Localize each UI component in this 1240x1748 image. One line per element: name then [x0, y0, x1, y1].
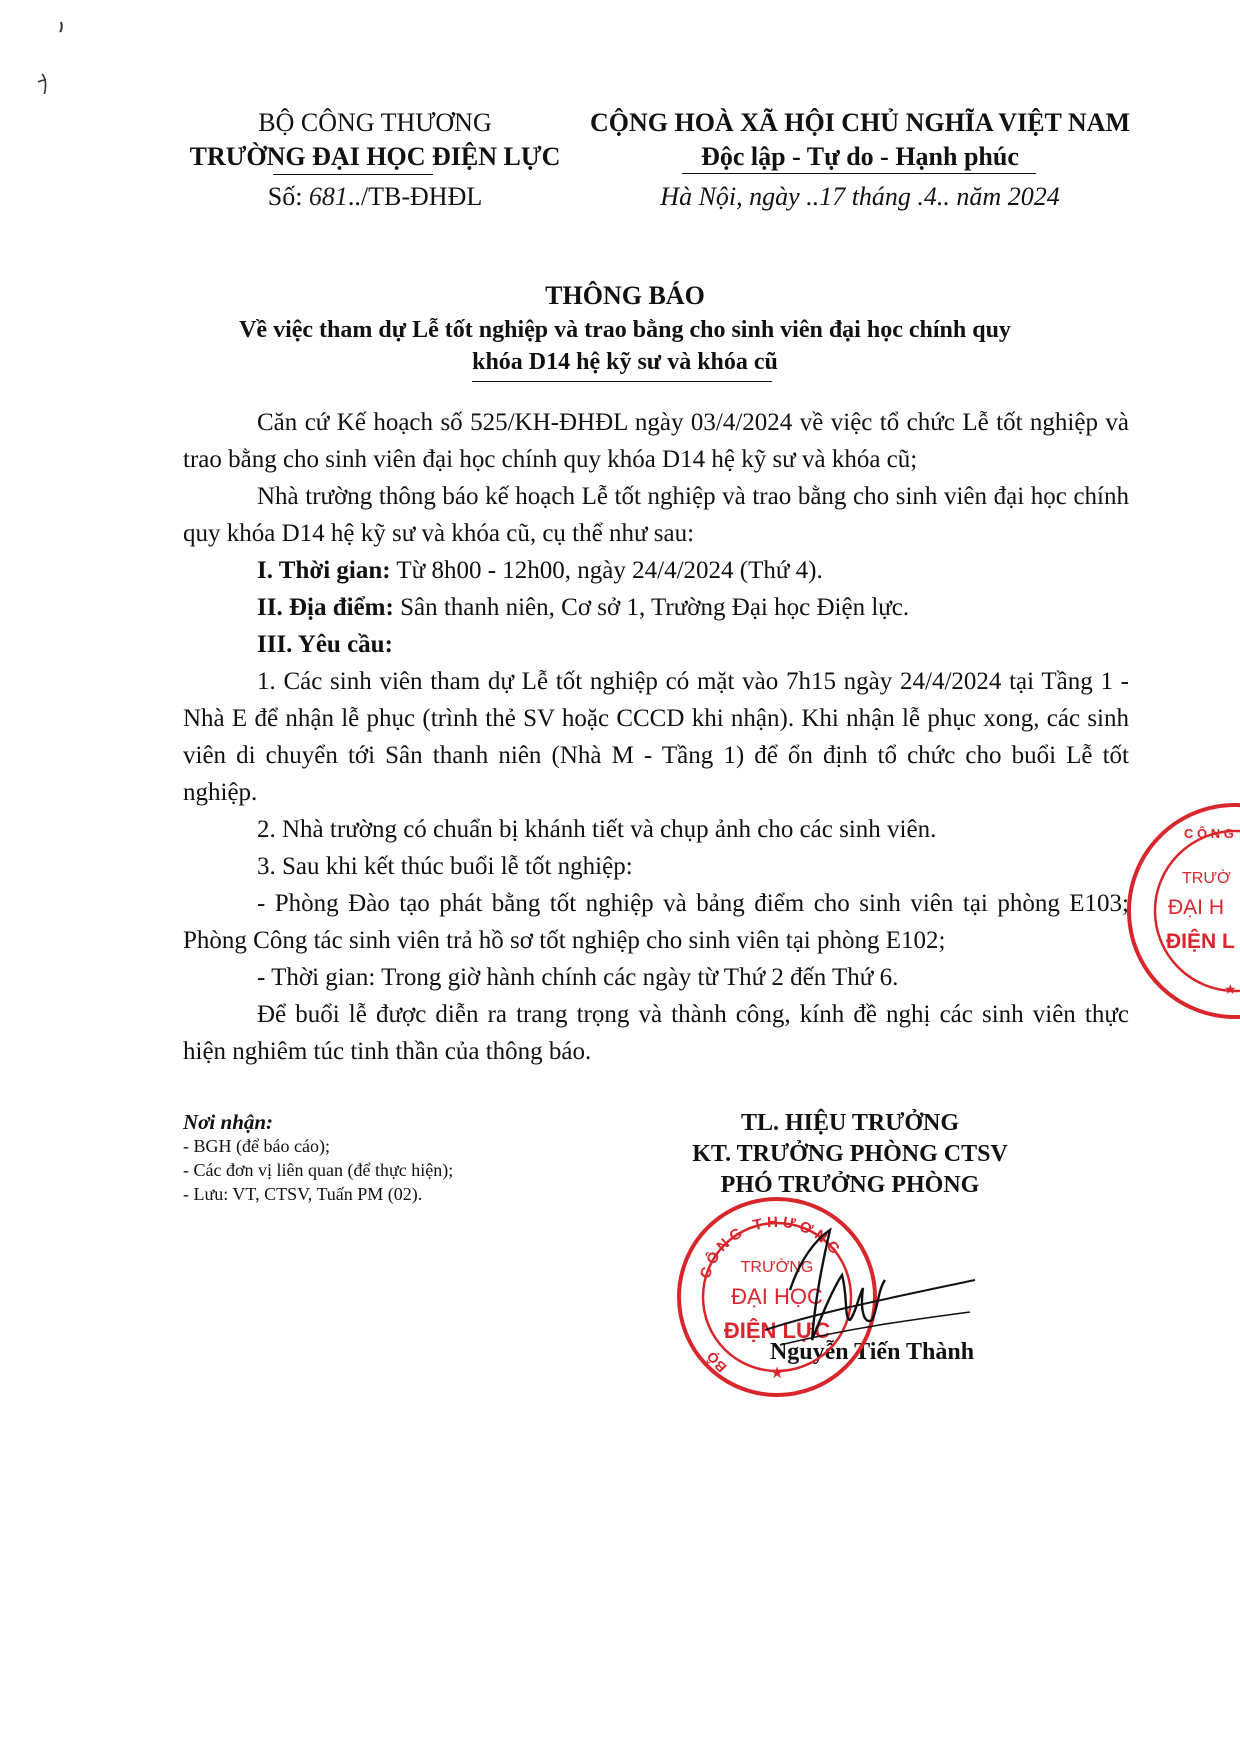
- requirement-3a: - Phòng Đào tạo phát bằng tốt nghiệp và bảng điểm cho sinh viên tại phòng E103; Phòng Công tác sinh viên trả hồ sơ tốt nghiệp cho sinh viên tại phòng E102;: [183, 890, 1129, 954]
- date-line: Hà Nội, ngày ..17 tháng .4.. năm 2024: [660, 182, 1060, 211]
- place-section: [183, 589, 1129, 626]
- seal-line-3: ĐIỆN LỰC: [723, 1318, 831, 1343]
- country-name: CỘNG HOÀ XÃ HỘI CHỦ NGHĨA VIỆT NAM: [589, 108, 1131, 137]
- body-text: [183, 404, 1129, 1070]
- year-text: năm 2024: [956, 182, 1060, 211]
- day-handwritten: 17: [819, 182, 846, 211]
- seal-text-left: BỘ: [703, 1348, 730, 1376]
- header-right: [585, 106, 1135, 214]
- subject-line-2: khóa D14 hệ kỹ sư và khóa cũ: [472, 349, 778, 375]
- recipients-block: [183, 1110, 453, 1206]
- recipients-title: Nơi nhận:: [183, 1110, 274, 1134]
- recipient-item: - Lưu: VT, CTSV, Tuấn PM (02).: [183, 1184, 423, 1204]
- requirement-3: 3. Sau khi kết thúc buổi lễ tốt nghiệp:: [257, 853, 633, 880]
- month-handwritten: 4: [923, 182, 937, 211]
- closing-paragraph: Để buổi lễ được diễn ra trang trọng và thành công, kính đề nghị các sinh viên thực hiện nghiêm túc tinh thần của thông báo.: [183, 1001, 1129, 1065]
- time-section: [183, 552, 1129, 589]
- motto: Độc lập - Tự do - Hạnh phúc: [701, 142, 1019, 171]
- margin-seal-line-1: TRƯỜ: [1182, 870, 1231, 887]
- margin-seal-line-2: ĐẠI H: [1168, 896, 1225, 919]
- recipient-item: - Các đơn vị liên quan (để thực hiện);: [183, 1160, 454, 1180]
- margin-seal-star-icon: ★: [1224, 983, 1237, 998]
- date-prefix: Hà Nội, ngày: [660, 182, 800, 211]
- svg-text:BỘ: [702, 1349, 729, 1376]
- scan-marks: [28, 14, 68, 94]
- number-handwritten: 681: [308, 182, 348, 211]
- time-label: I. Thời gian:: [257, 557, 391, 584]
- header-left-underline: [273, 174, 433, 175]
- signer-name: Nguyễn Tiến Thành: [769, 1339, 975, 1365]
- motto-underline: [682, 173, 1036, 174]
- signature-line-2: KT. TRƯỞNG PHÒNG CTSV: [692, 1141, 1008, 1167]
- paragraph-basis: Căn cứ Kế hoạch số 525/KH-ĐHĐL ngày 03/4/2024 về việc tổ chức Lễ tốt nghiệp và trao bằng cho sinh viên đại học chính quy khóa D14 hệ kỹ sư và khóa cũ;: [183, 409, 1129, 473]
- signature-line-1: TL. HIỆU TRƯỞNG: [740, 1110, 960, 1136]
- seal-line-2: ĐẠI HỌC: [731, 1284, 823, 1309]
- document-number: Số: 681../TB-ĐHĐL: [267, 182, 483, 211]
- seal-line-1: TRƯỜNG: [740, 1259, 814, 1276]
- month-label: tháng: [851, 182, 911, 211]
- margin-seal-line-3: ĐIỆN L: [1166, 930, 1235, 953]
- paragraph-announcement: Nhà trường thông báo kế hoạch Lễ tốt nghiệp và trao bằng cho sinh viên đại học chính quy khóa D14 hệ kỹ sư và khóa cũ, cụ thể như sau:: [183, 483, 1129, 547]
- place-text: Sân thanh niên, Cơ sở 1, Trường Đại học Điện lực.: [400, 594, 910, 621]
- subject-underline: [472, 381, 772, 382]
- header-left: [170, 106, 580, 214]
- subject-line-1: Về việc tham dự Lễ tốt nghiệp và trao bằng cho sinh viên đại học chính quy: [239, 317, 1011, 343]
- ministry-name: BỘ CÔNG THƯƠNG: [258, 108, 492, 137]
- requirement-3b: - Thời gian: Trong giờ hành chính các ngày từ Thứ 2 đến Thứ 6.: [257, 964, 899, 991]
- recipient-item: - BGH (để báo cáo);: [183, 1136, 330, 1156]
- school-name: TRƯỜNG ĐẠI HỌC ĐIỆN LỰC: [189, 142, 561, 171]
- handwritten-signature: [760, 1220, 980, 1360]
- document-title: THÔNG BÁO: [545, 281, 705, 310]
- margin-seal: [1120, 798, 1240, 1028]
- requirement-1: 1. Các sinh viên tham dự Lễ tốt nghiệp có mặt vào 7h15 ngày 24/4/2024 tại Tầng 1 - Nhà E để nhận lễ phục (trình thẻ SV hoặc CCCD khi nhận). Khi nhận lễ phục xong, các sinh viên di chuyển tới Sân thanh niên (Nhà M - Tầng 1) để ổn định tổ chức cho buổi Lễ tốt nghiệp.: [183, 668, 1129, 806]
- requirements-label: III. Yêu cầu:: [257, 631, 393, 658]
- signature-line-3: PHÓ TRƯỞNG PHÒNG: [720, 1172, 980, 1198]
- place-label: II. Địa điểm:: [257, 594, 394, 621]
- seal-star-icon: ★: [769, 1365, 785, 1382]
- number-suffix: /TB-ĐHĐL: [360, 182, 483, 211]
- margin-seal-text-top: C Ô N G: [1184, 826, 1234, 841]
- time-text: Từ 8h00 - 12h00, ngày 24/4/2024 (Thứ 4).: [396, 557, 823, 584]
- number-prefix: Số:: [267, 182, 303, 211]
- seal-text-top: CÔNG THƯƠNG: [696, 1213, 846, 1281]
- requirement-2: 2. Nhà trường có chuẩn bị khánh tiết và chụp ảnh cho các sinh viên.: [257, 816, 937, 843]
